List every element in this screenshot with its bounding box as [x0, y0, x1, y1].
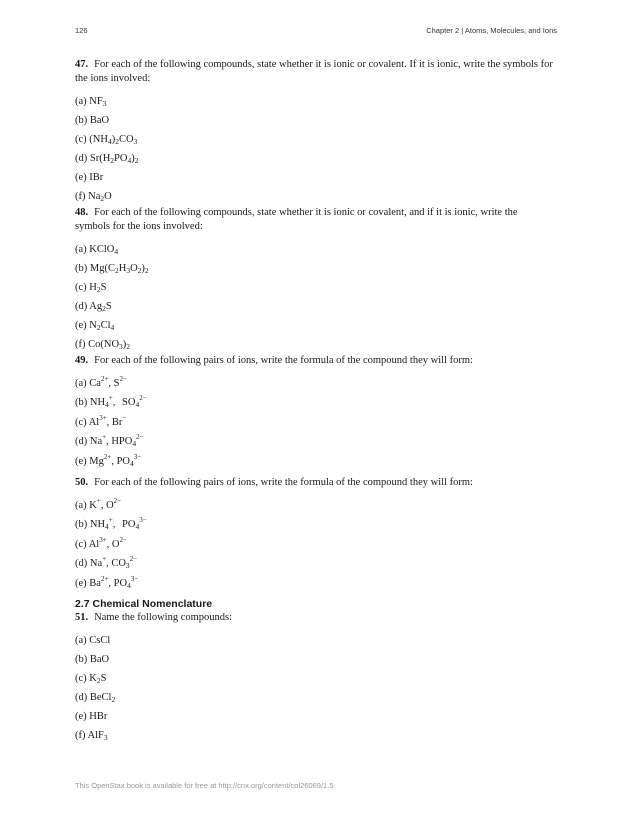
- list-item: (c) $Al^{3+}$, Br−: [75, 414, 127, 428]
- question-text: For each of the following pairs of ions, write the formula of the compound they will form:: [94, 477, 473, 488]
- section-heading: 2.7 Chemical Nomenclature: [75, 598, 213, 610]
- list-item: (c) $Al^{3+}$, $O^{2-}$: [75, 536, 127, 550]
- question-number: 47.: [75, 59, 89, 70]
- question-51: [75, 611, 555, 625]
- list-item: (d) Na+, $CO_3^{2-}$: [75, 555, 138, 570]
- question-48: [75, 206, 555, 234]
- list-item: (a) $Ca^{2+}$, $S^{2-}$: [75, 375, 127, 389]
- question-49: [75, 354, 555, 368]
- list-item: (b) $NH_4^+$, $SO_4^{2-}$: [75, 394, 147, 409]
- list-item: (d) BeCl$_2$: [75, 692, 116, 704]
- list-item: (b) BaO: [75, 115, 110, 126]
- page-content: [75, 58, 555, 745]
- question-number: 51.: [75, 612, 89, 623]
- footer-note: This OpenStax book is available for free at http://cnx.org/content/col26069/1.5: [75, 781, 334, 790]
- question-50: [75, 476, 555, 490]
- list-item: (b) $NH_4^+$, $PO_4^{3-}$: [75, 516, 147, 531]
- list-item: (a) $NF_3$: [75, 96, 107, 108]
- page-number: 126: [75, 26, 88, 35]
- question-text: Name the following compounds:: [94, 612, 233, 623]
- question-47: [75, 58, 555, 86]
- list-item: (f) $Na_2O$: [75, 191, 112, 203]
- question-number: 50.: [75, 477, 89, 488]
- list-item: (d) Na+, $HPO_4^{2-}$: [75, 433, 144, 448]
- list-item: (f) $Co(NO_3)_2$: [75, 339, 131, 351]
- list-item: (e) IBr: [75, 172, 104, 183]
- list-item: (a) K+, $O^{2-}$: [75, 497, 122, 511]
- list-item: (e) HBr: [75, 711, 108, 722]
- list-item: (b) BaO: [75, 654, 110, 665]
- list-item: (e) $Mg^{2+}$, $PO_4^{3-}$: [75, 453, 142, 468]
- list-item: (a) KClO$_4$: [75, 244, 119, 256]
- list-item: (a) CsCl: [75, 635, 111, 646]
- list-item: (c) $K_2S$: [75, 673, 107, 685]
- question-text: For each of the following compounds, state whether it is ionic or covalent, and if it is ionic, write the symbols for the ions involved:: [75, 207, 518, 232]
- list-item: (e) $Ba^{2+}$, $PO_4^{3-}$: [75, 575, 139, 590]
- list-item: (c) $(NH_4)_2CO_3$: [75, 134, 138, 146]
- question-number: 48.: [75, 207, 89, 218]
- question-number: 49.: [75, 355, 89, 366]
- question-text: For each of the following compounds, state whether it is ionic or covalent. If it is ionic, write the symbols for the ions involved:: [75, 59, 553, 84]
- list-item: (f) AlF$_3$: [75, 730, 108, 742]
- list-item: (e) $N_2Cl_4$: [75, 320, 115, 332]
- list-item: (d) $Ag_2S$: [75, 301, 112, 313]
- list-item: (c) $H_2S$: [75, 282, 107, 294]
- list-item: (b) $Mg(C_2H_3O_2)_2$: [75, 263, 149, 275]
- chapter-title: Chapter 2 | Atoms, Molecules, and Ions: [426, 26, 557, 35]
- list-item: (d) $Sr(H_2PO_4)_2$: [75, 153, 139, 165]
- question-text: For each of the following pairs of ions, write the formula of the compound they will form:: [94, 355, 473, 366]
